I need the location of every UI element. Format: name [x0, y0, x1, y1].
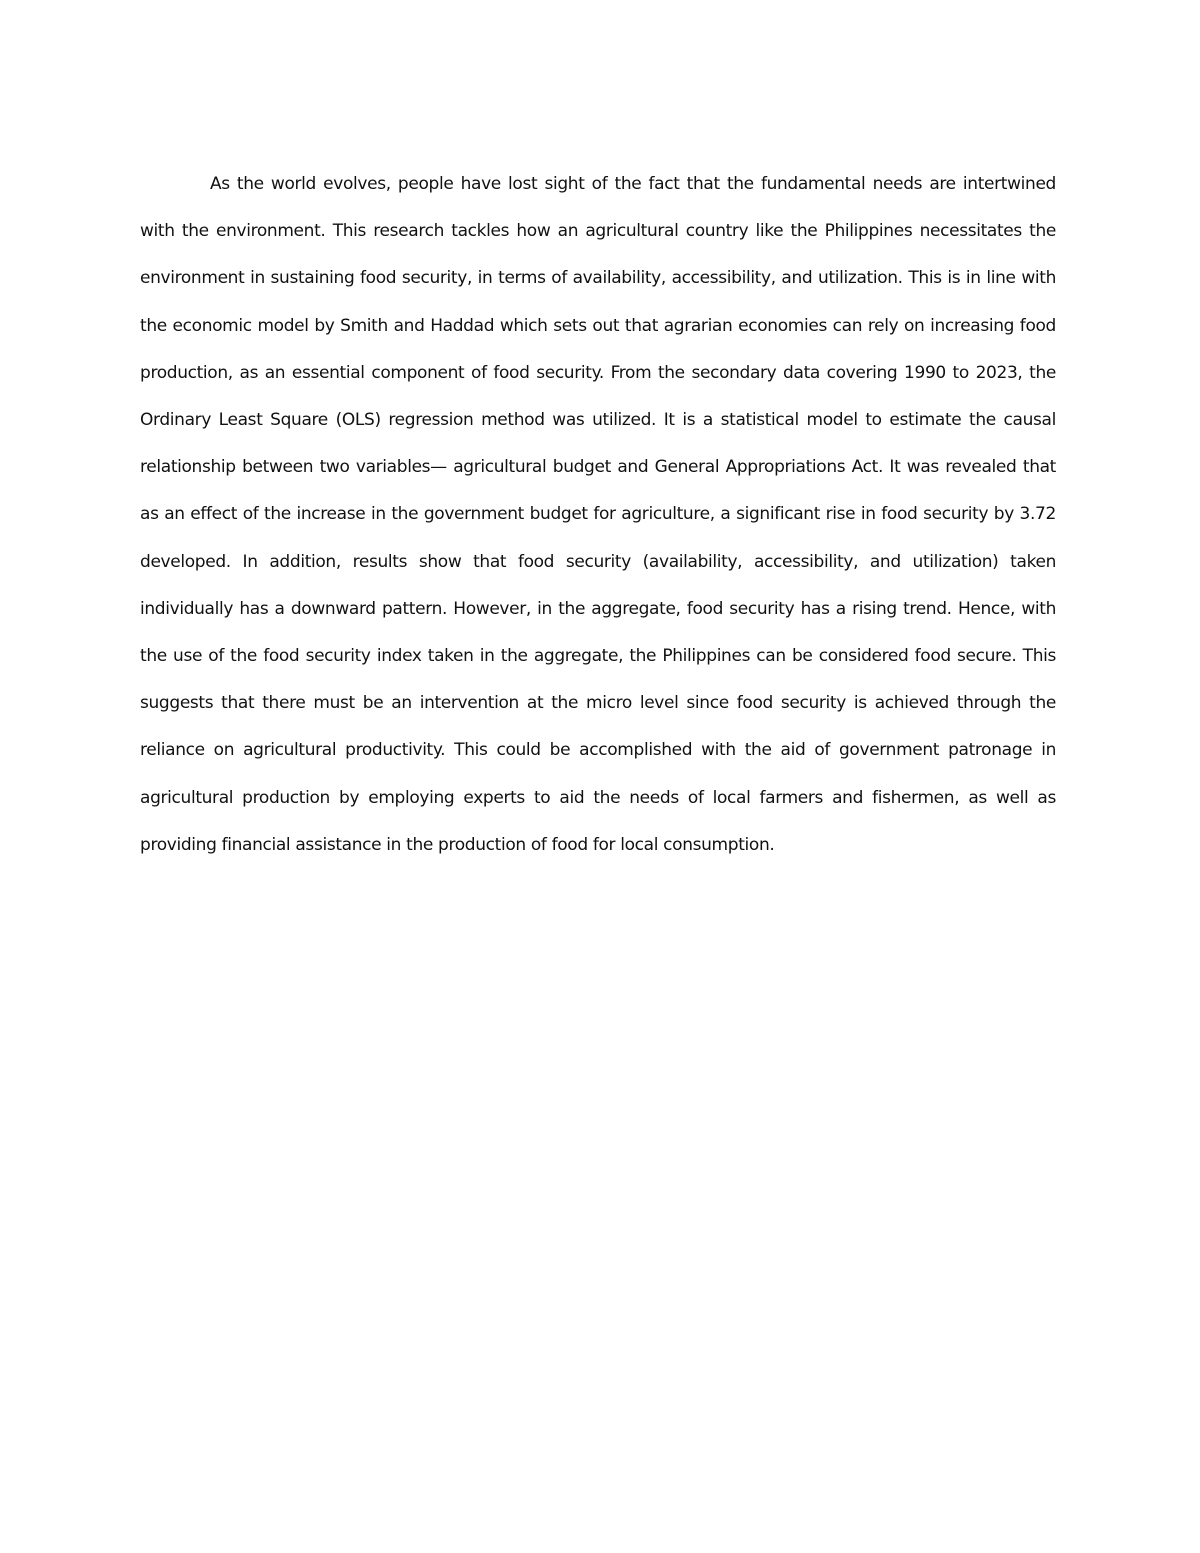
abstract-paragraph: As the world evolves, people have lost sight of the fact that the fundamental needs are intertwined with the environment. This research tackles how an agricultural country like the Philippines necessitates the environment in sustaining food security, in terms of availability, accessibility, and utilization. This is in line with the economic model by Smith and Haddad which sets out that agrarian economies can rely on increasing food production, as an essential component of food security. From the secondary data covering 1990 to 2023, the Ordinary Least Square (OLS) regression method was utilized. It is a statistical model to estimate the causal relationship between two variables— agricultural budget and General Appropriations Act. It was revealed that as an effect of the increase in the government budget for agriculture, a significant rise in food security by 3.72 developed. In addition, results show that food security (availability, accessibility, and utilization) taken individually has a downward pattern. However, in the aggregate, food security has a rising trend. Hence, with the use of the food security index taken in the aggregate, the Philippines can be considered food secure. This suggests that there must be an intervention at the micro level since food security is achieved through the reliance on agricultural productivity. This could be accomplished with the aid of government patronage in agricultural production by employing experts to aid the needs of local farmers and fishermen, as well as providing financial assistance in the production of food for local consumption. — [140, 174, 1056, 855]
